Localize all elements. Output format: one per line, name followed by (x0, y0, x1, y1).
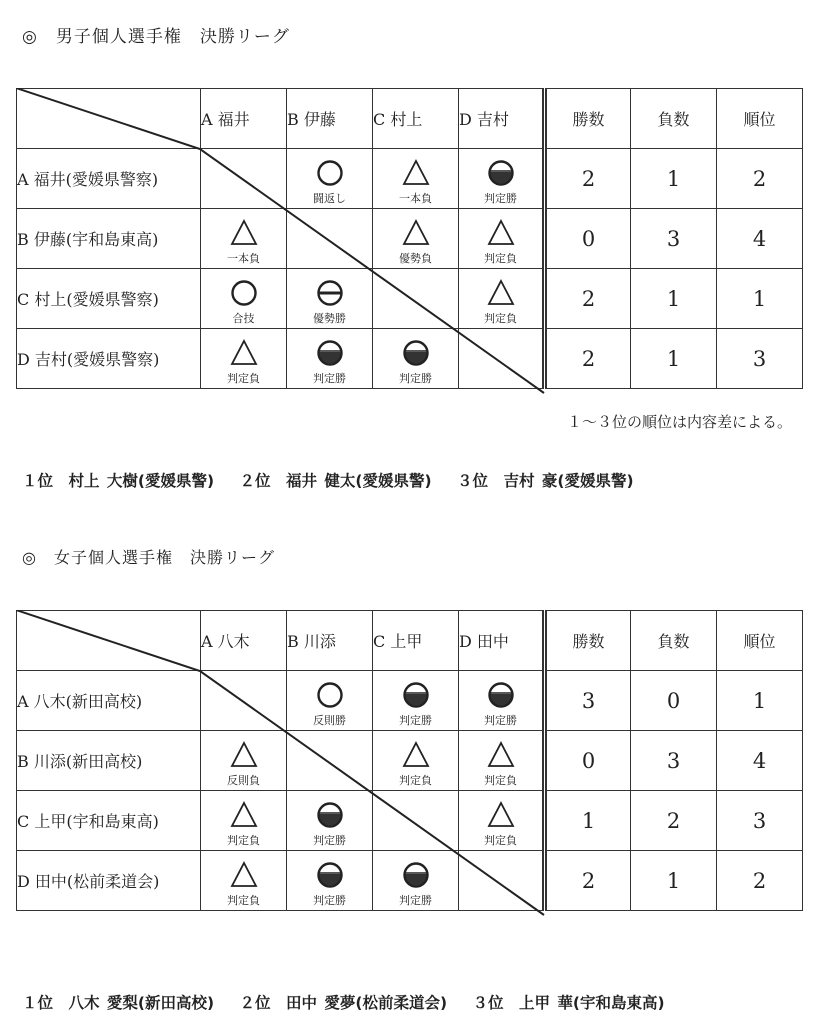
losses-count: 1 (631, 851, 717, 911)
result-label: 判定負 (484, 774, 517, 787)
column-header: D 田中 (459, 611, 545, 671)
result-label: 判定勝 (313, 834, 346, 847)
triangle-loss-icon (487, 219, 515, 247)
result-cell (373, 149, 459, 209)
wins-count: 2 (545, 149, 631, 209)
result-cell (201, 209, 287, 269)
table-row (17, 209, 803, 269)
circle-win-icon (316, 681, 344, 709)
self-match-cell (373, 269, 459, 329)
triangle-loss-icon (487, 279, 515, 307)
result-label: 判定負 (484, 834, 517, 847)
row-name: A 福井(愛媛県警察) (17, 149, 201, 209)
result-cell (459, 209, 545, 269)
half-filled-circle-win-icon (402, 861, 430, 889)
result-label: 判定負 (399, 774, 432, 787)
triangle-loss-icon (230, 219, 258, 247)
ranking-women (22, 991, 683, 1013)
rank-value: 2 (717, 149, 803, 209)
self-match-cell (201, 671, 287, 731)
rank-value: 1 (717, 671, 803, 731)
result-label: 判定負 (227, 372, 260, 385)
triangle-loss-icon (487, 741, 515, 769)
triangle-loss-icon (230, 741, 258, 769)
rank-value: 2 (717, 851, 803, 911)
league-table-women (16, 610, 802, 911)
column-header: B 伊藤 (287, 89, 373, 149)
wins-count: 0 (545, 731, 631, 791)
result-label: 判定勝 (484, 192, 517, 205)
result-cell (459, 149, 545, 209)
result-label: 判定負 (484, 312, 517, 325)
result-label: 反則負 (227, 774, 260, 787)
result-label: 判定負 (484, 252, 517, 265)
row-name: A 八木(新田高校) (17, 671, 201, 731)
theta-circle-win-icon (316, 279, 344, 307)
self-match-cell (287, 209, 373, 269)
column-header: B 川添 (287, 611, 373, 671)
result-label: 一本負 (399, 192, 432, 205)
triangle-loss-icon (402, 219, 430, 247)
result-cell (201, 731, 287, 791)
wins-count: 0 (545, 209, 631, 269)
rank-value: 4 (717, 731, 803, 791)
ranking-second: ２位 田中 愛夢(松前柔道会) (239, 994, 448, 1012)
result-label: 判定勝 (399, 894, 432, 907)
rank-value: 3 (717, 791, 803, 851)
self-match-cell (287, 731, 373, 791)
table-row (17, 791, 803, 851)
row-name: D 吉村(愛媛県警察) (17, 329, 201, 389)
result-label: 闘返し (313, 192, 346, 205)
result-cell (201, 269, 287, 329)
result-cell (201, 329, 287, 389)
triangle-loss-icon (230, 339, 258, 367)
self-match-cell (201, 149, 287, 209)
half-filled-circle-win-icon (316, 861, 344, 889)
stat-header: 負数 (631, 89, 717, 149)
stat-header: 順位 (717, 611, 803, 671)
ranking-third: ３位 吉村 豪(愛媛県警) (456, 472, 634, 490)
self-match-cell (373, 791, 459, 851)
table-row (17, 851, 803, 911)
stat-header: 順位 (717, 89, 803, 149)
losses-count: 1 (631, 149, 717, 209)
stat-header: 勝数 (545, 89, 631, 149)
result-cell (287, 269, 373, 329)
result-cell (287, 671, 373, 731)
section-title-men: ◎ 男子個人選手権 決勝リーグ (22, 27, 290, 47)
result-cell (373, 671, 459, 731)
triangle-loss-icon (402, 741, 430, 769)
column-header: C 村上 (373, 89, 459, 149)
result-label: 判定勝 (399, 714, 432, 727)
half-filled-circle-win-icon (402, 681, 430, 709)
row-name: B 川添(新田高校) (17, 731, 201, 791)
result-cell (459, 791, 545, 851)
result-cell (201, 851, 287, 911)
result-label: 判定勝 (484, 714, 517, 727)
half-filled-circle-win-icon (487, 681, 515, 709)
rank-value: 3 (717, 329, 803, 389)
wins-count: 2 (545, 851, 631, 911)
result-label: 判定負 (227, 894, 260, 907)
triangle-loss-icon (230, 861, 258, 889)
row-name: C 村上(愛媛県警察) (17, 269, 201, 329)
circle-win-icon (230, 279, 258, 307)
circle-win-icon (316, 159, 344, 187)
table-row (17, 149, 803, 209)
table-row (17, 731, 803, 791)
half-filled-circle-win-icon (402, 339, 430, 367)
result-label: 判定勝 (313, 372, 346, 385)
ranking-men (22, 469, 652, 491)
result-label: 優勢勝 (313, 312, 346, 325)
wins-count: 2 (545, 269, 631, 329)
half-filled-circle-win-icon (487, 159, 515, 187)
ranking-first: １位 村上 大樹(愛媛県警) (22, 472, 215, 490)
ranking-second: ２位 福井 健太(愛媛県警) (239, 472, 432, 490)
triangle-loss-icon (402, 159, 430, 187)
result-cell (373, 731, 459, 791)
stat-header: 負数 (631, 611, 717, 671)
rank-value: 4 (717, 209, 803, 269)
result-label: 優勢負 (399, 252, 432, 265)
wins-count: 1 (545, 791, 631, 851)
section-title-women: ◎ 女子個人選手権 決勝リーグ (22, 548, 275, 567)
losses-count: 2 (631, 791, 717, 851)
column-header: C 上甲 (373, 611, 459, 671)
result-label: 判定負 (227, 834, 260, 847)
corner-cell (17, 89, 201, 149)
result-cell (287, 149, 373, 209)
losses-count: 3 (631, 209, 717, 269)
losses-count: 1 (631, 329, 717, 389)
league-table (16, 88, 803, 389)
ranking-third: ３位 上甲 華(宇和島東高) (472, 994, 665, 1012)
triangle-loss-icon (230, 801, 258, 829)
result-cell (373, 209, 459, 269)
wins-count: 2 (545, 329, 631, 389)
league-table-men (16, 88, 802, 389)
result-cell (459, 731, 545, 791)
half-filled-circle-win-icon (316, 801, 344, 829)
table-row (17, 671, 803, 731)
league-table (16, 610, 803, 911)
result-cell (201, 791, 287, 851)
table-row (17, 269, 803, 329)
row-name: C 上甲(宇和島東高) (17, 791, 201, 851)
half-filled-circle-win-icon (316, 339, 344, 367)
result-label: 判定勝 (313, 894, 346, 907)
losses-count: 0 (631, 671, 717, 731)
result-cell (287, 851, 373, 911)
result-cell (373, 329, 459, 389)
row-name: D 田中(松前柔道会) (17, 851, 201, 911)
result-cell (373, 851, 459, 911)
losses-count: 3 (631, 731, 717, 791)
column-header: A 八木 (201, 611, 287, 671)
table-row (17, 329, 803, 389)
row-name: B 伊藤(宇和島東高) (17, 209, 201, 269)
result-label: 合技 (232, 312, 255, 325)
self-match-cell (459, 329, 545, 389)
triangle-loss-icon (487, 801, 515, 829)
wins-count: 3 (545, 671, 631, 731)
ranking-first: １位 八木 愛梨(新田高校) (22, 994, 215, 1012)
column-header: A 福井 (201, 89, 287, 149)
rank-value: 1 (717, 269, 803, 329)
ranking-note: １～３位の順位は内容差による。 (566, 413, 792, 431)
result-cell (287, 791, 373, 851)
stat-header: 勝数 (545, 611, 631, 671)
column-header: D 吉村 (459, 89, 545, 149)
result-cell (459, 671, 545, 731)
self-match-cell (459, 851, 545, 911)
result-label: 判定勝 (399, 372, 432, 385)
result-label: 反則勝 (313, 714, 346, 727)
losses-count: 1 (631, 269, 717, 329)
result-cell (459, 269, 545, 329)
result-label: 一本負 (227, 252, 260, 265)
result-cell (287, 329, 373, 389)
corner-cell (17, 611, 201, 671)
